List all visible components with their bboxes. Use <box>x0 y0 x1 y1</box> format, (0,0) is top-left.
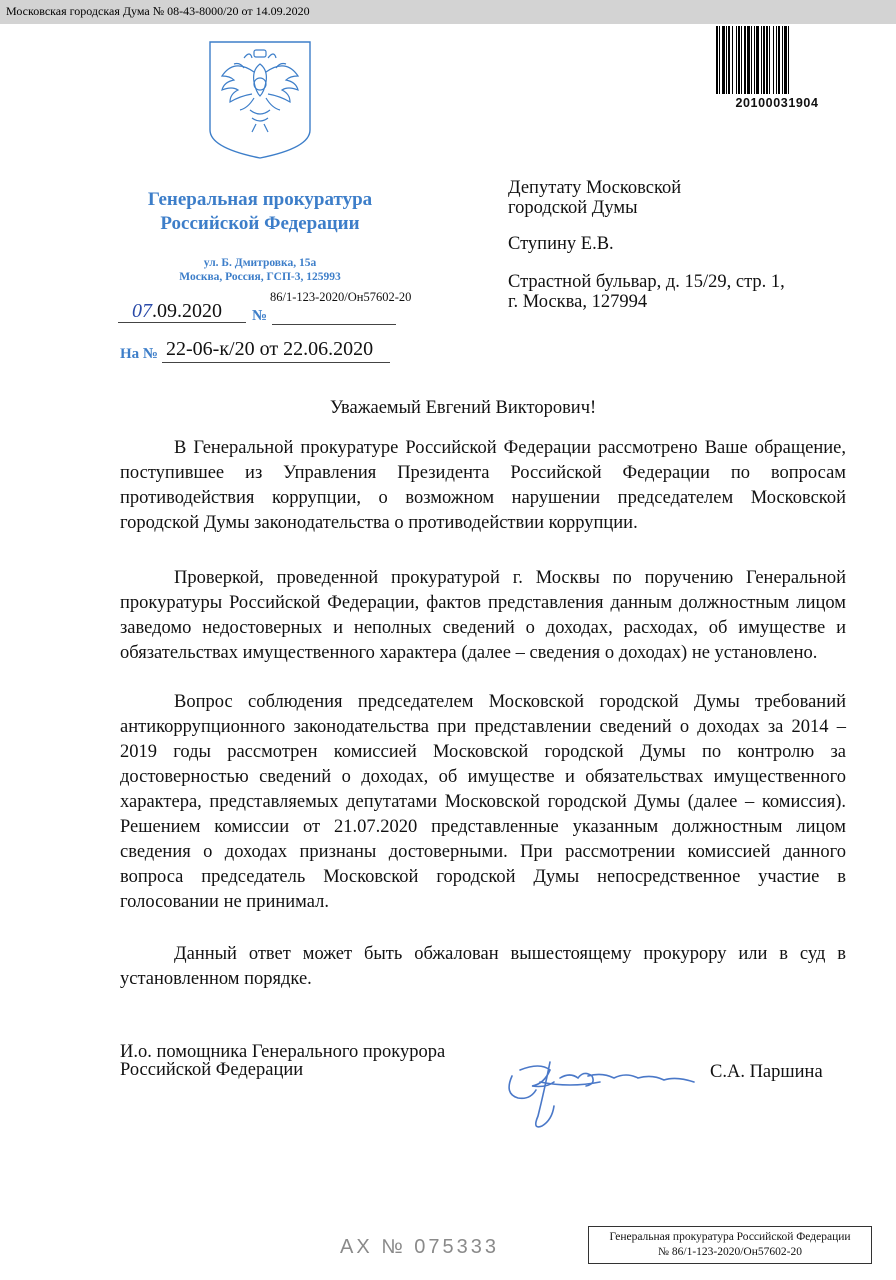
date-printed: .09.2020 <box>152 300 222 322</box>
registration-stamp <box>588 1226 872 1264</box>
stamp-line1: Генеральная прокуратура Российской Федерации <box>609 1231 851 1243</box>
sender-address-line1: ул. Б. Дмитровка, 15а <box>203 257 317 269</box>
recipient-address-line2: г. Москва, 127994 <box>508 292 648 312</box>
recipient-name: Ступину Е.В. <box>508 234 614 254</box>
recipient-line2: городской Думы <box>508 198 638 218</box>
paragraph-3: Вопрос соблюдения председателем Московской городской Думы требований антикоррупционного законодательства при представлении сведений о доходах за 2014 – 2019 годы рассмотрен комиссией Московской городской Думы по контролю за достоверностью сведений о доходах, об имуществе и обязательствах имущественного характера, представляемых депутатами Московской городской Думы (далее – комиссия). Решением комиссии от 21.07.2020 представленные указанным должностным лицом сведения о доходах признаны достоверными. При рассмотрении комиссией данного вопроса председатель Московской городской Думы непосредственное участие в голосовании не принимал. <box>120 692 846 912</box>
stamp-line2: № 86/1-123-2020/Он57602-20 <box>658 1246 802 1258</box>
outgoing-date <box>132 300 222 323</box>
paragraph-2: Проверкой, проведенной прокуратурой г. Москвы по поручению Генеральной прокуратуры Российской Федерации, фактов представления данным должностным лицом заведомо недостоверных и неполных сведений о доходах, расходах, об имуществе и обязательствах имущественного характера (далее – сведения о доходах) не установлено. <box>120 568 846 663</box>
reply-underline <box>162 362 390 363</box>
number-underline <box>272 324 396 325</box>
coat-of-arms-emblem <box>204 38 316 160</box>
outgoing-number: 86/1-123-2020/Он57602-20 <box>270 290 412 304</box>
salutation: Уважаемый Евгений Викторович! <box>330 398 597 418</box>
sender-org-line1: Генеральная прокуратура <box>147 189 373 210</box>
sender-address-line2: Москва, Россия, ГСП-3, 125993 <box>179 271 341 283</box>
reply-label: На № <box>120 346 158 362</box>
barcode-number: 20100031904 <box>735 96 819 110</box>
number-label: № <box>252 308 268 324</box>
paragraph-1: В Генеральной прокуратуре Российской Федерации рассмотрено Ваше обращение, поступившее из Управления Президента Российской Федерации по вопросам противодействия коррупции, о возможном нарушении председателем Московской городской Думы законодательства о противодействии коррупции. <box>120 438 846 533</box>
recipient-address-line1: Страстной бульвар, д. 15/29, стр. 1, <box>508 272 785 292</box>
date-handwritten: 07 <box>132 300 152 322</box>
recipient-line1: Депутату Московской <box>508 178 682 198</box>
document-header-bar: Московская городская Дума № 08-43-8000/20 от 14.09.2020 <box>0 0 896 24</box>
signatory-title-line2: Российской Федерации <box>120 1060 304 1080</box>
paragraph-4: Данный ответ может быть обжалован вышестоящему прокурору или в суд в установленном порядке. <box>120 944 846 989</box>
handwritten-signature <box>500 1048 710 1130</box>
signatory-name: С.А. Паршина <box>710 1062 823 1082</box>
reply-reference: 22-06-к/20 от 22.06.2020 <box>166 338 374 360</box>
sender-org-line2: Российской Федерации <box>160 213 360 234</box>
document-serial-number: АХ № 075333 <box>340 1236 499 1258</box>
signatory-title-line1: И.о. помощника Генерального прокурора <box>120 1042 446 1062</box>
barcode-image <box>714 26 840 94</box>
